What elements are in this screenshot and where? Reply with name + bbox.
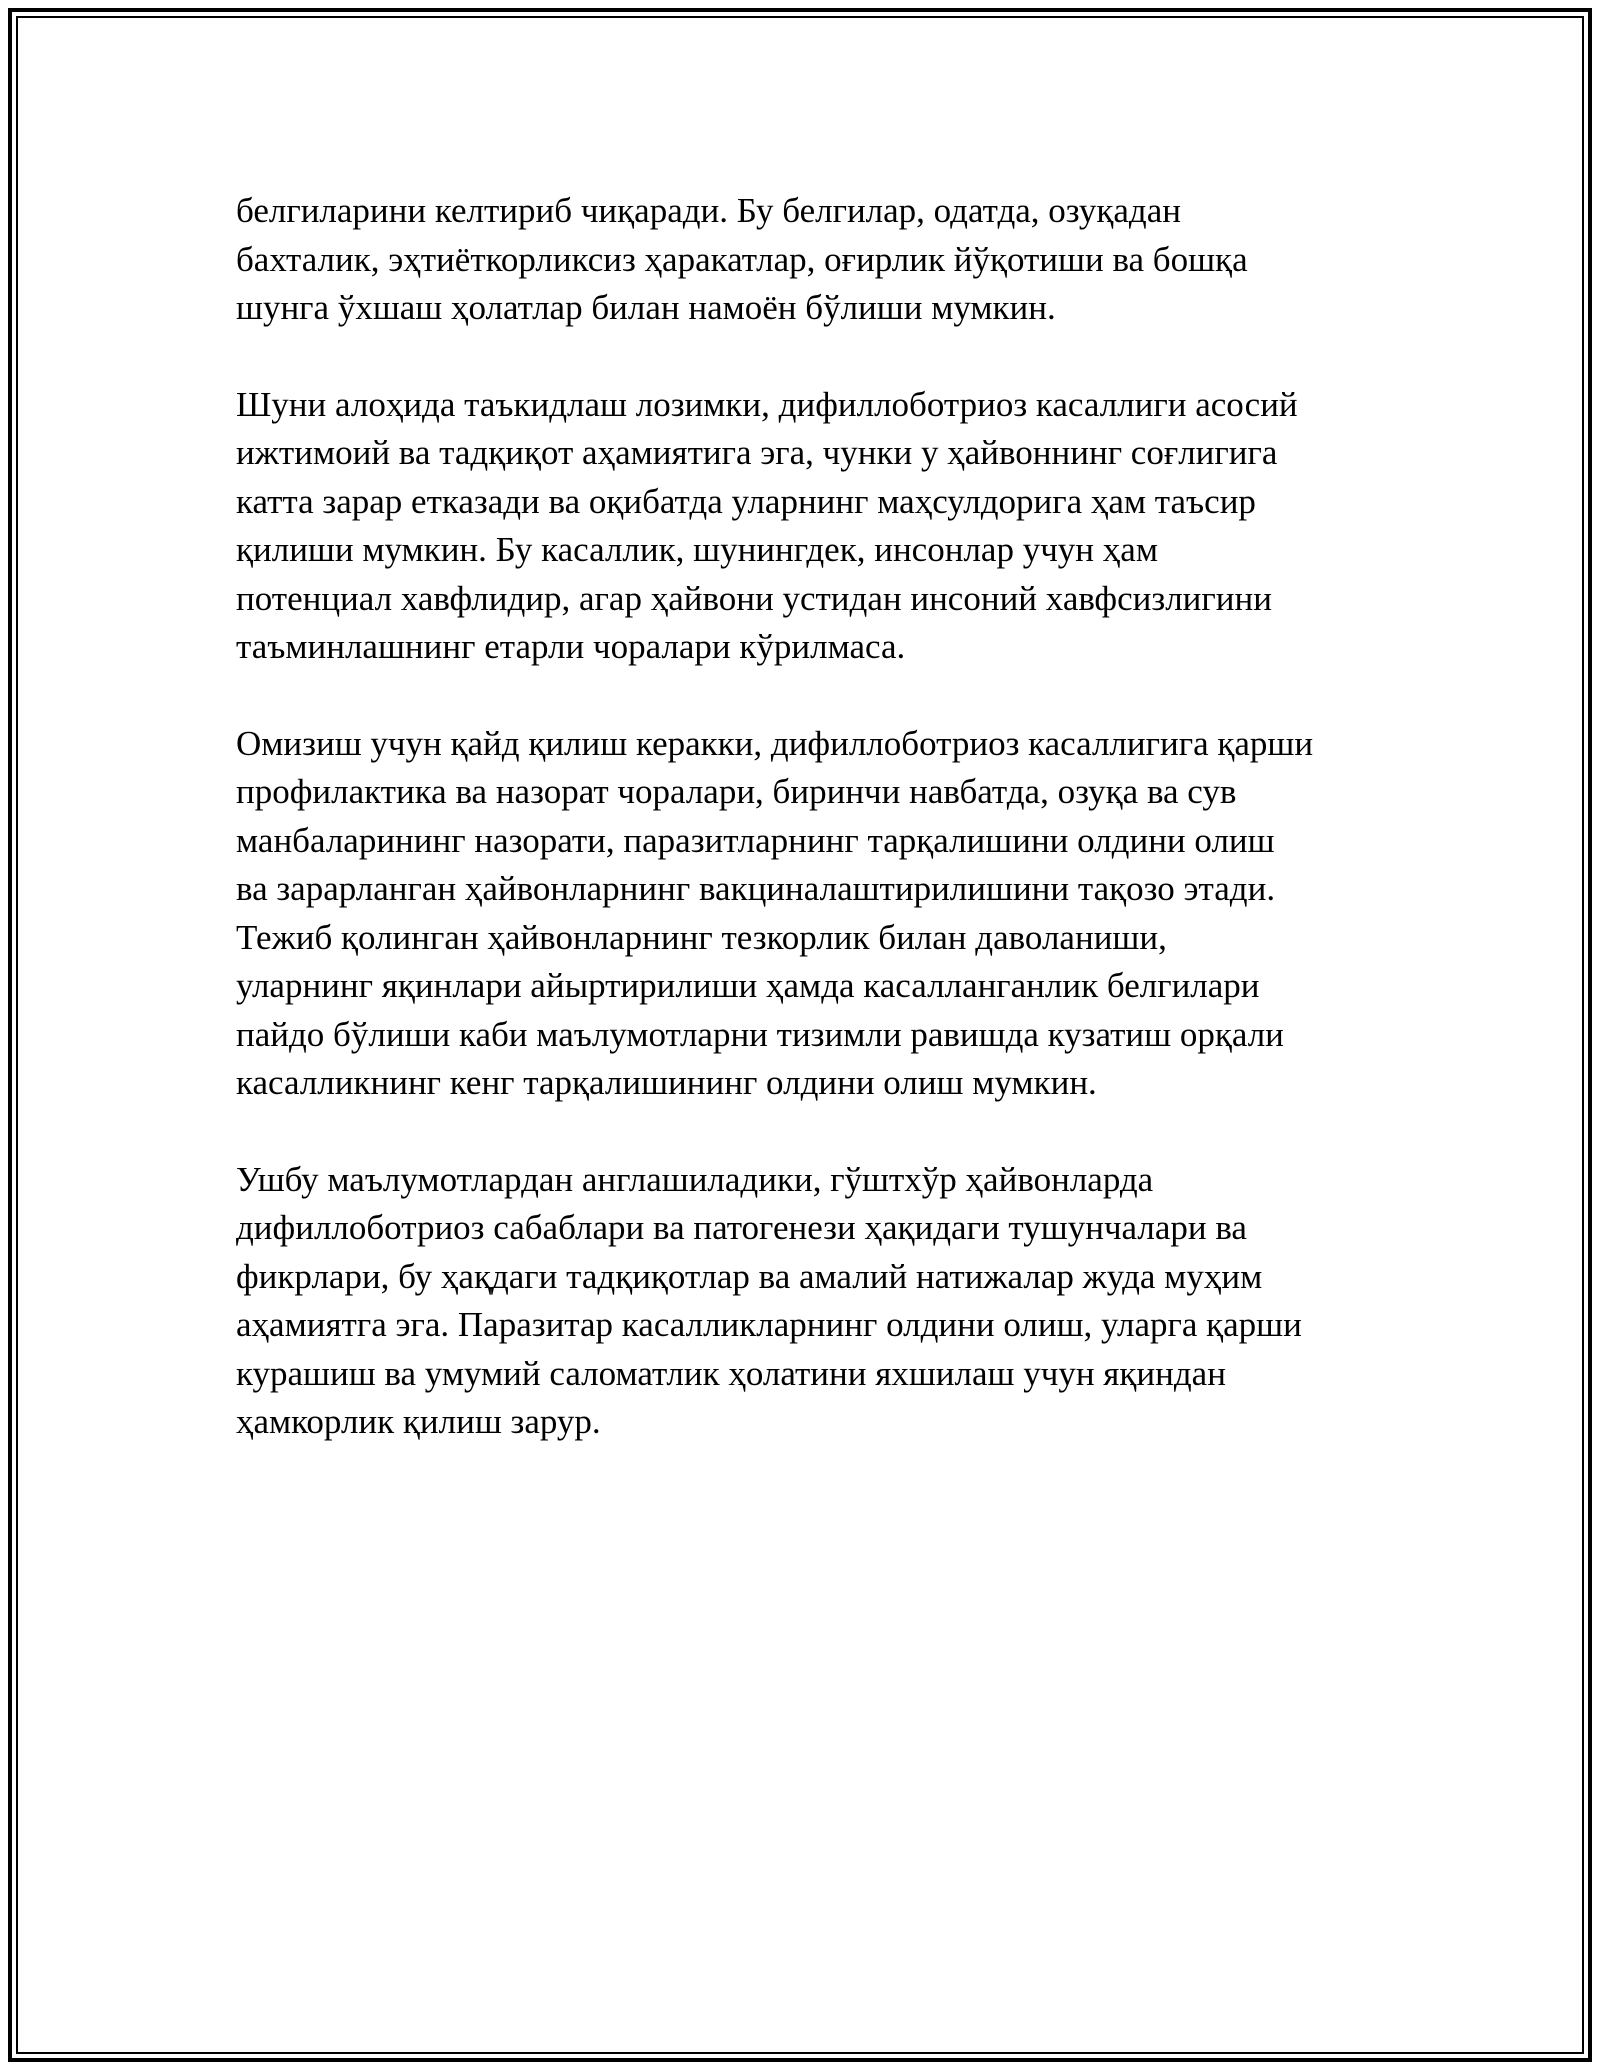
text-line: қилиши мумкин. Бу касаллик, шунингдек, инсонлар учун ҳам <box>236 530 1158 569</box>
text-line: потенциал хавфлидир, агар ҳайвони устидан инсоний хавфсизлигини <box>236 578 1272 618</box>
text-line: таъминлашнинг етарли чоралари кўрилмаса. <box>236 627 906 666</box>
text-line: бахталик, эҳтиёткорликсиз ҳаракатлар, оғирлик йўқотиши ва бошқа <box>236 239 1248 279</box>
text-line: аҳамиятга эга. Паразитар касалликларнинг олдини олиш, уларга қарши <box>236 1305 1302 1344</box>
text-line: дифиллоботриоз сабаблари ва патогенези ҳақидаги тушунчалари ва <box>236 1208 1247 1247</box>
text-line: ва зарарланган ҳайвонларнинг вакциналаштирилишини тақозо этади. <box>236 869 1276 908</box>
text-line: пайдо бўлиши каби маълумотларни тизимли равишда кузатиш орқали <box>236 1014 1284 1054</box>
text-line: белгиларини келтириб чиқаради. Бу белгилар, одатда, озуқадан <box>236 191 1181 230</box>
text-line: фикрлари, бу ҳақдаги тадқиқотлар ва амалий натижалар жуда муҳим <box>236 1256 1263 1296</box>
paragraph-3 <box>236 720 1416 1108</box>
document-body <box>236 187 1416 1495</box>
text-line: Тежиб қолинган ҳайвонларнинг тезкорлик билан даволаниши, <box>236 917 1167 957</box>
text-line: манбаларининг назорати, паразитларнинг тарқалишини олдини олиш <box>236 820 1275 860</box>
paragraph-2 <box>236 381 1416 672</box>
text-line: Омизиш учун қайд қилиш керакки, дифиллоботриоз касаллигига қарши <box>236 723 1314 763</box>
text-line: ҳамкорлик қилиш зарур. <box>236 1402 601 1441</box>
text-line: катта зарар етказади ва оқибатда уларнинг маҳсулдорига ҳам таъсир <box>236 481 1256 521</box>
text-line: ижтимоий ва тадқиқот аҳамиятига эга, чунки у ҳайвоннинг соғлигига <box>236 433 1278 472</box>
text-line: уларнинг яқинлари айыртирилиши ҳамда касалланганлик белгилари <box>236 966 1260 1005</box>
text-line: профилактика ва назорат чоралари, биринчи навбатда, озуқа ва сув <box>236 772 1237 811</box>
paragraph-1 <box>236 187 1416 333</box>
text-line: касалликнинг кенг тарқалишининг олдини олиш мумкин. <box>236 1063 1097 1102</box>
text-line: курашиш ва умумий саломатлик ҳолатини яхшилаш учун яқиндан <box>236 1353 1226 1393</box>
text-line: Ушбу маълумотлардан англашиладики, гўштхўр ҳайвонларда <box>236 1159 1154 1199</box>
text-line: Шуни алоҳида таъкидлаш лозимки, дифиллоботриоз касаллиги асосий <box>236 384 1298 424</box>
text-line: шунга ўхшаш ҳолатлар билан намоён бўлиши мумкин. <box>236 288 1056 327</box>
paragraph-4 <box>236 1156 1416 1447</box>
